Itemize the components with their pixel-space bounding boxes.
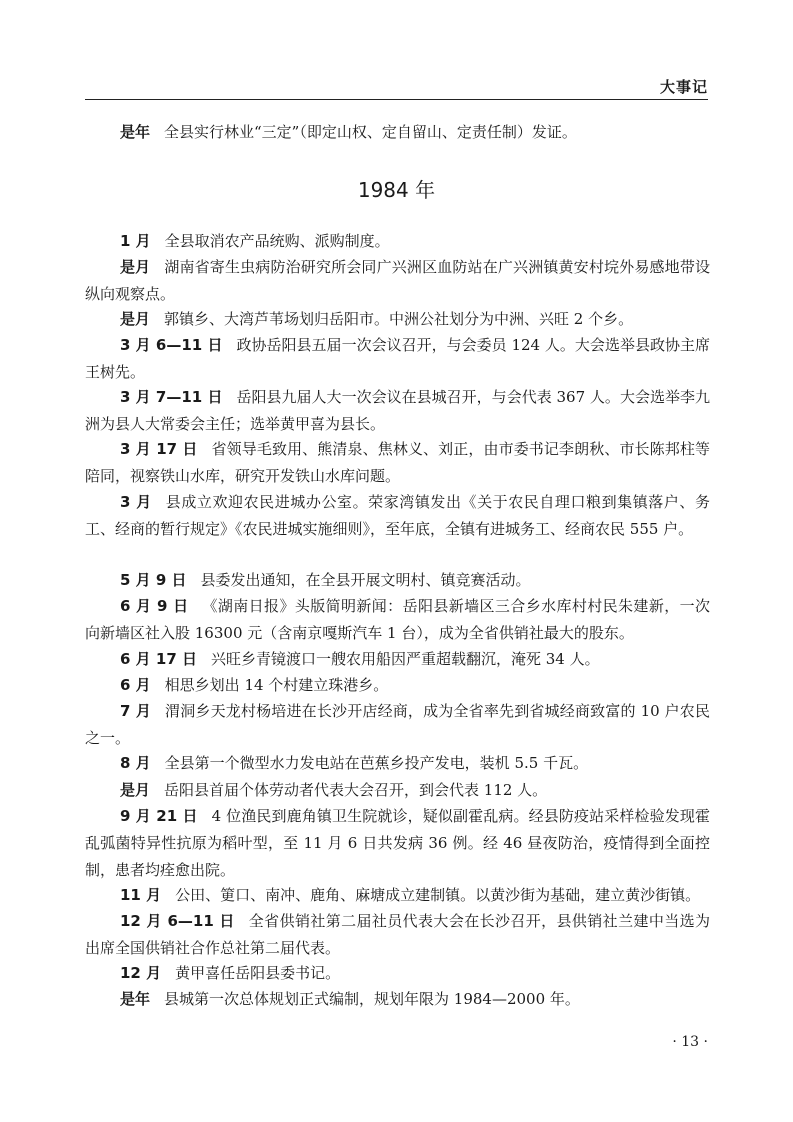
entry-text: 《湖南日报》头版简明新闻：岳阳县新墙区三合乡水库村村民朱建新，一次向新墙区社入股 16300 元（含南京嘎斯汽车 1 台），成为全省供销社最大的股东。 (85, 597, 710, 642)
entry-10 (85, 646, 710, 673)
entry-date: 9 月 21 日 (120, 807, 198, 825)
entry-date: 是年 (120, 123, 151, 141)
entry-15 (85, 803, 710, 884)
entry-8 (85, 567, 710, 594)
entry-date: 7 月 (120, 702, 152, 720)
section-title-year: 1984 年 (357, 178, 436, 202)
entry-date: 1 月 (120, 232, 151, 250)
entry-1 (85, 228, 710, 255)
entry-13 (85, 750, 710, 777)
entry-14 (85, 777, 710, 804)
header-rule (85, 99, 708, 100)
entry-17 (85, 908, 710, 962)
entry-text: 4 位渔民到鹿角镇卫生院就诊，疑似副霍乱病。经县防疫站采样检验发现霍乱弧菌特异性抗原为稻叶型，至 11 月 6 日共发病 36 例。经 46 昼夜防治，疫情得到全面控制，患者均痊愈出院。 (85, 807, 710, 879)
entry-date: 3 月 17 日 (120, 440, 198, 458)
entry-date: 是月 (120, 258, 151, 276)
entry-date: 是月 (120, 310, 151, 328)
entry-date: 12 月 (120, 964, 162, 982)
entry-11 (85, 672, 710, 699)
entry-text: 公田、筻口、南冲、鹿角、麻塘成立建制镇。以黄沙街为基础，建立黄沙街镇。 (175, 886, 701, 904)
entry-date: 6 月 9 日 (120, 597, 189, 615)
entry-text: 县委发出通知，在全县开展文明村、镇竞赛活动。 (200, 571, 531, 589)
entry-date: 是年 (120, 990, 151, 1008)
entry-3 (85, 306, 710, 333)
entry-text: 全省供销社第二届社员代表大会在长沙召开，县供销社兰建中当选为出席全国供销社合作总社第二届代表。 (85, 912, 710, 957)
entry-text: 省领导毛致用、熊清泉、焦林义、刘正，由市委书记李朗秋、市长陈邦柱等陪同，视察铁山水库，研究开发铁山水库问题。 (85, 440, 710, 485)
entry-19 (85, 986, 710, 1013)
entry-5 (85, 384, 710, 438)
entry-text: 兴旺乡青镜渡口一艘农用船因严重超载翻沉，淹死 34 人。 (210, 650, 600, 668)
entry-text: 全县实行林业“三定”（即定山权、定自留山、定责任制）发证。 (164, 123, 577, 141)
entry-text: 渭洞乡天龙村杨培进在长沙开店经商，成为全省率先到省城经商致富的 10 户农民之一。 (85, 702, 710, 747)
entry-text: 岳阳县九届人大一次会议在县城召开，与会代表 367 人。大会选举李九洲为县人大常委会主任；选举黄甲喜为县长。 (85, 388, 711, 433)
entry-6 (85, 436, 710, 490)
entry-7 (85, 489, 710, 543)
entry-date: 是月 (120, 781, 151, 799)
entry-12 (85, 698, 710, 752)
entry-date: 3 月 6—11 日 (120, 336, 223, 354)
entry-2 (85, 254, 710, 308)
entry-text: 湖南省寄生虫病防治研究所会同广兴洲区血防站在广兴洲镇黄安村垸外易感地带设纵向观察点。 (85, 258, 710, 303)
entry-text: 全县第一个微型水力发电站在芭蕉乡投产发电，装机 5.5 千瓦。 (164, 754, 589, 772)
entry-text: 郭镇乡、大湾芦苇场划归岳阳市。中洲公社划分为中洲、兴旺 2 个乡。 (164, 310, 634, 328)
entry-text: 岳阳县首届个体劳动者代表大会召开，到会代表 112 人。 (164, 781, 548, 799)
entry-4 (85, 332, 710, 386)
entry-date: 11 月 (120, 886, 162, 904)
entry-text: 县城第一次总体规划正式编制，规划年限为 1984—2000 年。 (164, 990, 580, 1008)
entry-text: 全县取消农产品统购、派购制度。 (164, 232, 390, 250)
entry-date: 6 月 (120, 676, 151, 694)
running-header-title: 大事记 (659, 78, 708, 96)
entry-9 (85, 593, 710, 647)
entry-date: 6 月 17 日 (120, 650, 197, 668)
entry-date: 3 月 7—11 日 (120, 388, 223, 406)
entry-text: 政协岳阳县五届一次会议召开，与会委员 124 人。大会选举县政协主席王树先。 (85, 336, 711, 381)
entry-date: 5 月 9 日 (120, 571, 187, 589)
entry-intro (85, 119, 710, 146)
entry-text: 县成立欢迎农民进城办公室。荣家湾镇发出《关于农民自理口粮到集镇落户、务工、经商的暂行规定》《农民进城实施细则》，至年底，全镇有进城务工、经商农民 555 户。 (85, 493, 710, 538)
entry-date: 3 月 (120, 493, 152, 511)
entry-text: 相思乡划出 14 个村建立珠港乡。 (164, 676, 389, 694)
entry-16 (85, 882, 710, 909)
entry-text: 黄甲喜任岳阳县委书记。 (175, 964, 341, 982)
page-number: · 13 · (672, 1034, 708, 1050)
entry-18 (85, 960, 710, 987)
entry-date: 12 月 6—11 日 (120, 912, 235, 930)
entry-date: 8 月 (120, 754, 151, 772)
